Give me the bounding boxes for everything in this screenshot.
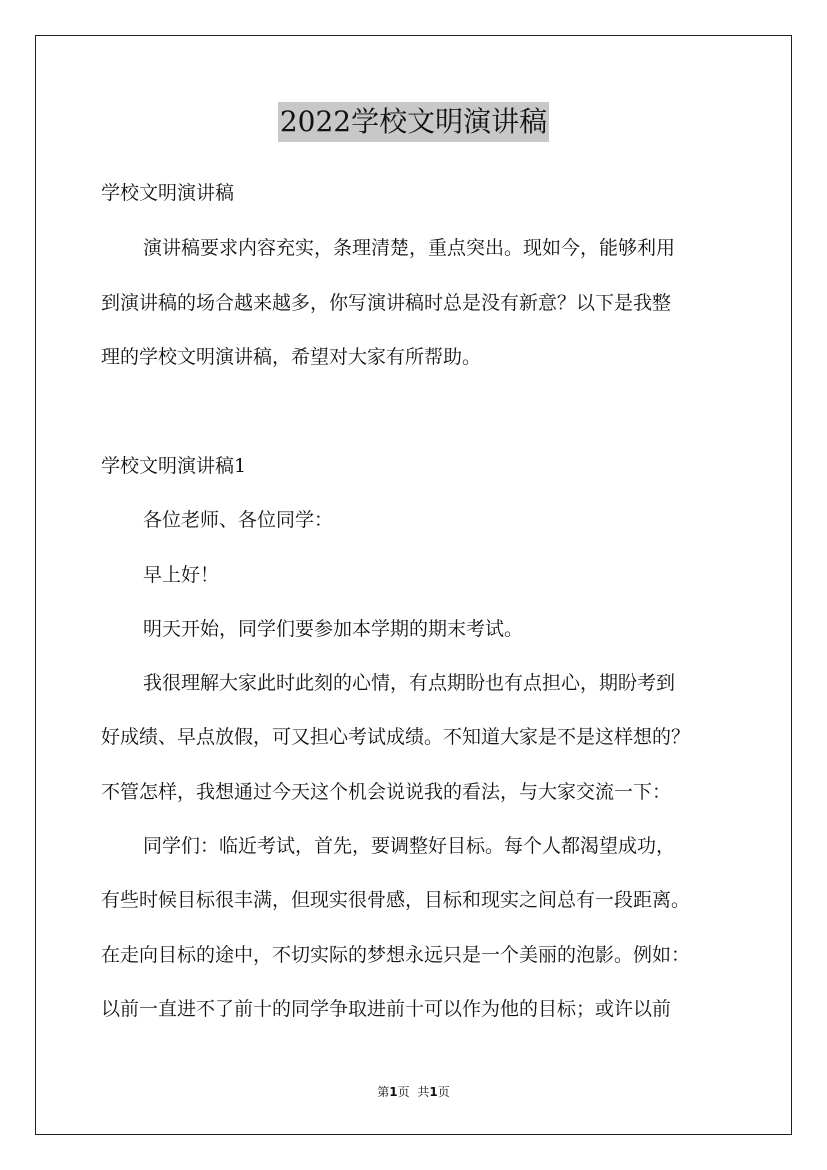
intro-line-1: 演讲稿要求内容充实，条理清楚，重点突出。现如今，能够利用	[143, 237, 676, 259]
body-line-4: 我很理解大家此时此刻的心情，有点期盼也有点担心，期盼考到	[143, 672, 676, 694]
body-line-9: 在走向目标的途中，不切实际的梦想永远只是一个美丽的泡影。例如：	[101, 944, 691, 966]
body-line-2: 早上好！	[143, 564, 220, 586]
footer-total-prefix: 共	[417, 1085, 430, 1099]
intro-line-3: 理的学校文明演讲稿，希望对大家有所帮助。	[101, 346, 482, 368]
footer-prefix: 第	[377, 1085, 390, 1099]
body-line-7: 同学们：临近考试，首先，要调整好目标。每个人都渴望成功，	[143, 835, 676, 857]
body-line-1: 各位老师、各位同学：	[143, 509, 334, 531]
footer-total-unit: 页	[437, 1085, 450, 1099]
footer-page-unit: 页	[397, 1085, 410, 1099]
title-container	[0, 102, 827, 142]
document-subtitle: 学校文明演讲稿	[101, 182, 235, 204]
intro-line-2: 到演讲稿的场合越来越多，你写演讲稿时总是没有新意？以下是我整	[101, 292, 672, 314]
body-line-3: 明天开始，同学们要参加本学期的期末考试。	[143, 618, 524, 640]
body-line-6: 不管怎样，我想通过今天这个机会说说我的看法，与大家交流一下：	[101, 781, 672, 803]
page-footer	[0, 1084, 827, 1100]
body-line-10: 以前一直进不了前十的同学争取进前十可以作为他的目标；或许以前	[101, 998, 672, 1020]
footer-total-pages: 1	[429, 1085, 438, 1099]
section-heading: 学校文明演讲稿1	[101, 455, 247, 477]
body-line-5: 好成绩、早点放假，可又担心考试成绩。不知道大家是不是这样想的？	[101, 726, 691, 748]
document-title: 2022学校文明演讲稿	[278, 102, 549, 142]
body-line-8: 有些时候目标很丰满，但现实很骨感，目标和现实之间总有一段距离。	[101, 889, 691, 911]
footer-page-number: 1	[389, 1085, 398, 1099]
